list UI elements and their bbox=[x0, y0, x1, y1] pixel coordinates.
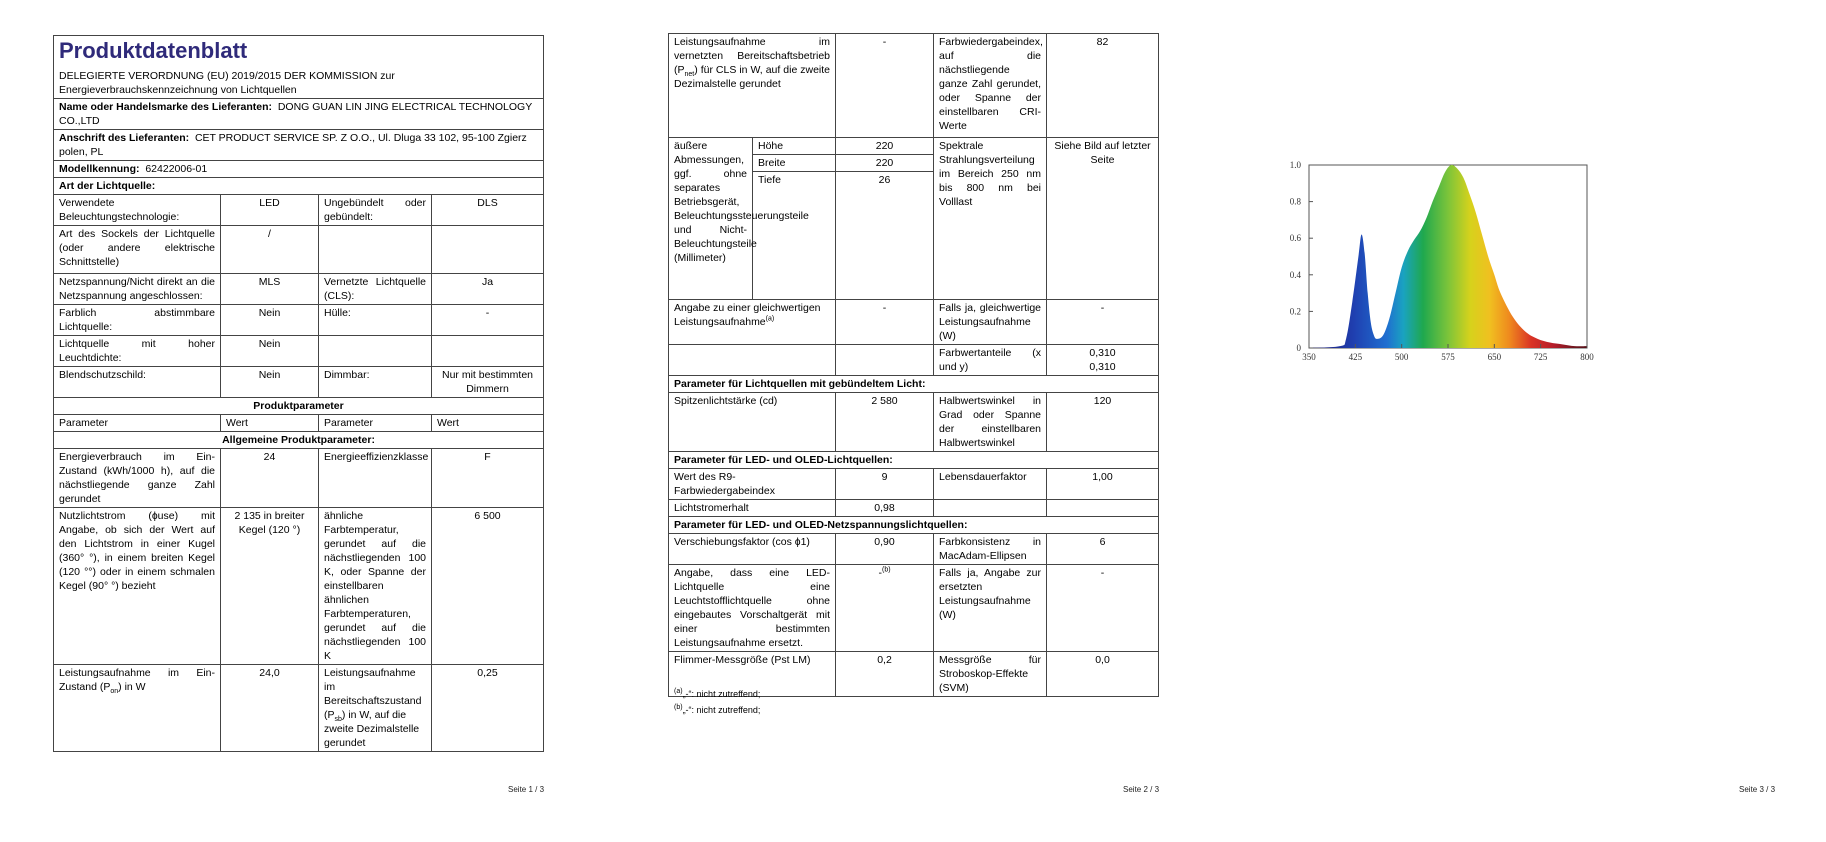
survival-factor-value: 1,00 bbox=[1047, 469, 1159, 500]
chromaticity-value bbox=[1047, 345, 1159, 376]
y-tick-label: 0.4 bbox=[1289, 269, 1301, 280]
y-tick-label: 0.2 bbox=[1289, 306, 1301, 317]
row-label: Dimmbar: bbox=[319, 367, 432, 398]
row-value bbox=[432, 226, 544, 274]
dimension-name: Höhe bbox=[753, 138, 836, 155]
row-value: DLS bbox=[432, 195, 544, 226]
address: CET PRODUCT SERVICE SP. Z O.O., Ul. Dluga 33 102, 95-100 Zgierz polen, PL bbox=[59, 132, 527, 158]
row-label: Lichtquelle mit hoher Leuchtdichte: bbox=[54, 336, 221, 367]
spectral-distribution-value: Siehe Bild auf letzter Seite bbox=[1047, 138, 1159, 300]
row-label: Verwendete Beleuchtungstechnologie: bbox=[54, 195, 221, 226]
led-params-heading: Parameter für LED- und OLED-Lichtquellen: bbox=[669, 452, 1159, 469]
row-value: Ja bbox=[432, 274, 544, 305]
replaced-power-value: - bbox=[1047, 565, 1159, 652]
model-label: Modellkennung: bbox=[59, 163, 140, 175]
row-label: Art des Sockels der Lichtquelle (oder andere elektrische Schnittstelle) bbox=[54, 226, 221, 274]
column-header-parameter: Parameter bbox=[54, 415, 221, 432]
supplier-address-row bbox=[54, 130, 544, 161]
power-on-label: Leistungsaufnahme im Ein-Zustand $(P_{on})$ in W bbox=[54, 665, 221, 752]
x-tick-label: 425 bbox=[1348, 352, 1363, 362]
row-value: / bbox=[221, 226, 319, 274]
row-value: Nein bbox=[221, 336, 319, 367]
power-standby-label: Leistungsaufnahme im Bereitschaftszustand $(P_{sb})$ in W, auf die zweite Dezimalstelle gerundet bbox=[319, 665, 432, 752]
survival-factor-label: Lebensdauerfaktor bbox=[934, 469, 1047, 500]
directional-heading: Parameter für Lichtquellen mit gebündeltem Licht: bbox=[669, 376, 1159, 393]
dimension-name: Tiefe bbox=[753, 172, 836, 300]
y-tick-label: 0 bbox=[1296, 343, 1301, 353]
replaced-power-label: Falls ja, Angabe zur ersetzten Leistungsaufnahme (W) bbox=[934, 565, 1047, 652]
supplier-name: DONG GUAN LIN JING ELECTRICAL TECHNOLOGY CO.,LTD bbox=[59, 101, 533, 127]
beam-angle-value: 120 bbox=[1047, 393, 1159, 452]
column-header-value: Wert bbox=[221, 415, 319, 432]
equivalent-power-indication-value: - bbox=[836, 300, 934, 345]
x-tick-label: 725 bbox=[1533, 352, 1548, 362]
row-value: LED bbox=[221, 195, 319, 226]
peak-intensity-label: Spitzenlichtstärke (cd) bbox=[669, 393, 836, 452]
lumen-maintenance-value: 0,98 bbox=[836, 500, 934, 517]
displacement-factor-label: Verschiebungsfaktor (cos ɸ1) bbox=[669, 534, 836, 565]
color-temperature-value: 6 500 bbox=[432, 508, 544, 665]
replacement-claim-label: Angabe, dass eine LED-Lichtquelle eine Leuchtstofflichtquelle ohne eingebautes Vorschaltgerät mit einer bestimmten Leistungsaufnahme ersetzt. bbox=[669, 565, 836, 652]
column-header-parameter: Parameter bbox=[319, 415, 432, 432]
row-label bbox=[319, 226, 432, 274]
networked-standby-label: Leistungsaufnahme im vernetzten Bereitschaftsbetrieb $(P_{net})$ für CLS in W, auf die zweite Dezimalstelle gerundet bbox=[669, 34, 836, 138]
color-temperature-label: ähnliche Farbtemperatur, gerundet auf die nächstliegenden 100 K, oder Spanne der einstellbaren ähnlichen Farbtemperaturen, gerundet auf die nächstliegenden 100 K bbox=[319, 508, 432, 665]
supplier-name-label: Name oder Handelsmarke des Lieferanten: bbox=[59, 101, 272, 113]
stroboscopic-value: 0,0 bbox=[1047, 652, 1159, 697]
row-value: Nein bbox=[221, 305, 319, 336]
row-value: MLS bbox=[221, 274, 319, 305]
color-consistency-label: Farbkonsistenz in MacAdam-Ellipsen bbox=[934, 534, 1047, 565]
light-source-type-heading: Art der Lichtquelle: bbox=[54, 178, 544, 195]
general-params-heading: Allgemeine Produktparameter: bbox=[54, 432, 544, 449]
y-tick-label: 0.6 bbox=[1289, 233, 1301, 244]
model-row bbox=[54, 161, 544, 178]
supplier-name-row bbox=[54, 99, 544, 130]
efficiency-class-label: Energieeffizienzklasse bbox=[319, 449, 432, 508]
networked-standby-value: - bbox=[836, 34, 934, 138]
page-number: Seite 3 / 3 bbox=[1739, 785, 1776, 794]
row-label: Blendschutzschild: bbox=[54, 367, 221, 398]
y-tick-label: 1.0 bbox=[1289, 160, 1301, 170]
datasheet-table-page-1 bbox=[53, 35, 544, 752]
cri-label: Farbwiedergabeindex, auf die nächstliegende ganze Zahl gerundet, oder Spanne der einstellbaren CRI-Werte bbox=[934, 34, 1047, 138]
row-label: Hülle: bbox=[319, 305, 432, 336]
product-params-heading: Produktparameter bbox=[54, 398, 544, 415]
x-tick-label: 800 bbox=[1580, 352, 1594, 362]
datasheet-table-page-2 bbox=[668, 33, 1159, 697]
dimension-value: 220 bbox=[836, 138, 934, 155]
r9-label: Wert des R9-Farbwiedergabeindex bbox=[669, 469, 836, 500]
power-standby-value: 0,25 bbox=[432, 665, 544, 752]
address-label: Anschrift des Lieferanten: bbox=[59, 132, 190, 144]
equivalent-power-value: - bbox=[1047, 300, 1159, 345]
regulation-text: DELEGIERTE VERORDNUNG (EU) 2019/2015 DER KOMMISSION zur Energieverbrauchskennzeichnung von Lichtquellen bbox=[59, 70, 395, 96]
footnote-b: $^{(b)}$„-“: nicht zutreffend; bbox=[674, 704, 761, 715]
dimension-name: Breite bbox=[753, 155, 836, 172]
replacement-claim-value: -$^{(b)}$ bbox=[836, 565, 934, 652]
y-tick-label: 0.8 bbox=[1289, 196, 1301, 207]
row-label: Ungebündelt oder gebündelt: bbox=[319, 195, 432, 226]
luminous-flux-label: Nutzlichtstrom (ɸuse) mit Angabe, ob sich der Wert auf den Lichtstrom in einer Kugel (360° °), in einem breiten Kegel (120 °°) oder in einem schmalen Kegel (90° °) bezieht bbox=[54, 508, 221, 665]
page-number: Seite 1 / 3 bbox=[508, 785, 545, 794]
color-consistency-value: 6 bbox=[1047, 534, 1159, 565]
row-value: Nur mit bestimmten Dimmern bbox=[432, 367, 544, 398]
spectrum-chart bbox=[1281, 150, 1611, 370]
efficiency-class-value: F bbox=[432, 449, 544, 508]
flicker-value: 0,2 bbox=[836, 652, 934, 697]
model-id: 62422006-01 bbox=[145, 163, 208, 175]
x-tick-label: 350 bbox=[1302, 352, 1316, 362]
cri-value: 82 bbox=[1047, 34, 1159, 138]
peak-intensity-value: 2 580 bbox=[836, 393, 934, 452]
equivalent-power-indication-label: Angabe zu einer gleichwertigen Leistungsaufnahme$^{(a)}$ bbox=[669, 300, 836, 345]
chromaticity-x: 0,310 bbox=[1089, 347, 1116, 359]
x-tick-label: 650 bbox=[1487, 352, 1502, 362]
row-label bbox=[319, 336, 432, 367]
column-header-value: Wert bbox=[432, 415, 544, 432]
energy-consumption-label: Energieverbrauch im Ein-Zustand (kWh/1000 h), auf die nächstliegende ganze Zahl gerundet bbox=[54, 449, 221, 508]
chromaticity-y: 0,310 bbox=[1089, 361, 1116, 373]
beam-angle-label: Halbwertswinkel in Grad oder Spanne der einstellbaren Halbwertswinkel bbox=[934, 393, 1047, 452]
row-value bbox=[432, 336, 544, 367]
spectral-distribution-label: Spektrale Strahlungsverteilung im Bereich 250 nm bis 800 nm bei Volllast bbox=[934, 138, 1047, 300]
row-value: - bbox=[432, 305, 544, 336]
mains-led-heading: Parameter für LED- und OLED-Netzspannungslichtquellen: bbox=[669, 517, 1159, 534]
lumen-maintenance-label: Lichtstromerhalt bbox=[669, 500, 836, 517]
stroboscopic-label: Messgröße für Stroboskop-Effekte (SVM) bbox=[934, 652, 1047, 697]
r9-value: 9 bbox=[836, 469, 934, 500]
row-value: Nein bbox=[221, 367, 319, 398]
dimensions-label: äußere Abmessungen, ggf. ohne separates Betriebsgerät, Beleuchtungssteuerungsteile und Nicht-Beleuchtungsteile (Millimeter) bbox=[669, 138, 753, 300]
displacement-factor-value: 0,90 bbox=[836, 534, 934, 565]
x-tick-label: 575 bbox=[1441, 352, 1455, 362]
page-number: Seite 2 / 3 bbox=[1123, 785, 1160, 794]
flicker-label: Flimmer-Messgröße (Pst LM) bbox=[669, 652, 836, 697]
page-1 bbox=[0, 0, 608, 842]
y-axis bbox=[1290, 160, 1313, 353]
energy-consumption-value: 24 bbox=[221, 449, 319, 508]
page-title: Produktdatenblatt bbox=[59, 38, 248, 63]
row-label: Netzspannung/Nicht direkt an die Netzspannung angeschlossen: bbox=[54, 274, 221, 305]
page-3 bbox=[1216, 0, 1824, 842]
x-tick-label: 500 bbox=[1394, 352, 1409, 362]
dimension-value: 220 bbox=[836, 155, 934, 172]
chromaticity-label: Farbwertanteile (x und y) bbox=[934, 345, 1047, 376]
power-on-value: 24,0 bbox=[221, 665, 319, 752]
luminous-flux-value: 2 135 in breiter Kegel (120 °) bbox=[221, 508, 319, 665]
row-label: Vernetzte Lichtquelle (CLS): bbox=[319, 274, 432, 305]
footnote-a: $^{(a)}$„-“: nicht zutreffend; bbox=[674, 688, 761, 699]
dimension-value: 26 bbox=[836, 172, 934, 300]
row-label: Farblich abstimmbare Lichtquelle: bbox=[54, 305, 221, 336]
equivalent-power-label: Falls ja, gleichwertige Leistungsaufnahme (W) bbox=[934, 300, 1047, 345]
page-2 bbox=[608, 0, 1216, 842]
spectrum-area bbox=[1309, 165, 1587, 348]
